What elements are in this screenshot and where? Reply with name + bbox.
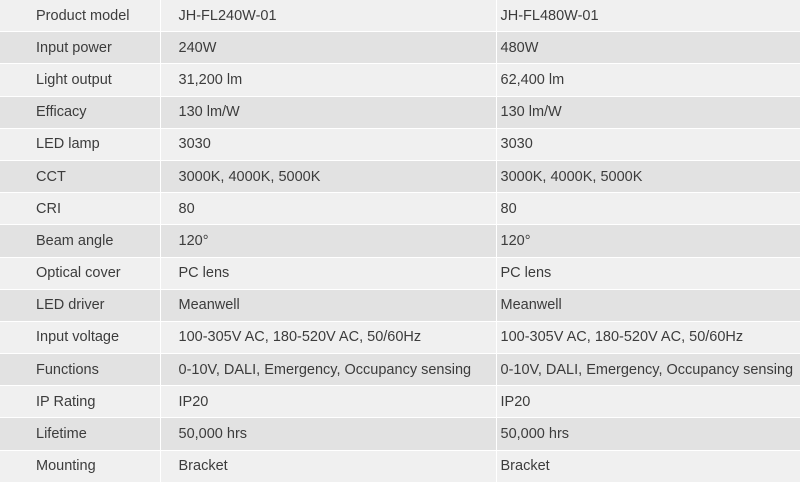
row-label: Lifetime xyxy=(0,418,160,450)
value-model-480w: JH-FL480W-01 xyxy=(496,0,800,32)
value-model-480w: 3000K, 4000K, 5000K xyxy=(496,160,800,192)
table-row xyxy=(0,289,800,321)
value-model-480w: Meanwell xyxy=(496,289,800,321)
table-row xyxy=(0,321,800,353)
table-row xyxy=(0,193,800,225)
row-label: Optical cover xyxy=(0,257,160,289)
value-model-240w: 50,000 hrs xyxy=(160,418,496,450)
value-model-480w: Bracket xyxy=(496,450,800,482)
value-model-240w: 31,200 lm xyxy=(160,64,496,96)
value-model-240w: 240W xyxy=(160,32,496,64)
row-label: Light output xyxy=(0,64,160,96)
table-row xyxy=(0,354,800,386)
value-model-480w: PC lens xyxy=(496,257,800,289)
table-row xyxy=(0,450,800,482)
value-model-240w: 130 lm/W xyxy=(160,96,496,128)
row-label: Input power xyxy=(0,32,160,64)
row-label: Beam angle xyxy=(0,225,160,257)
table-row xyxy=(0,418,800,450)
table-row xyxy=(0,32,800,64)
value-model-240w: Meanwell xyxy=(160,289,496,321)
value-model-240w: JH-FL240W-01 xyxy=(160,0,496,32)
row-label: Product model xyxy=(0,0,160,32)
value-model-240w: 3000K, 4000K, 5000K xyxy=(160,160,496,192)
row-label: Mounting xyxy=(0,450,160,482)
table-row xyxy=(0,0,800,32)
value-model-240w: 80 xyxy=(160,193,496,225)
row-label: LED lamp xyxy=(0,128,160,160)
value-model-480w: 3030 xyxy=(496,128,800,160)
table-row xyxy=(0,225,800,257)
value-model-480w: 480W xyxy=(496,32,800,64)
value-model-480w: IP20 xyxy=(496,386,800,418)
value-model-240w: 100-305V AC, 180-520V AC, 50/60Hz xyxy=(160,321,496,353)
value-model-240w: IP20 xyxy=(160,386,496,418)
value-model-240w: 3030 xyxy=(160,128,496,160)
table-row xyxy=(0,128,800,160)
table-row xyxy=(0,386,800,418)
value-model-240w: 0-10V, DALI, Emergency, Occupancy sensing xyxy=(160,354,496,386)
value-model-480w: 62,400 lm xyxy=(496,64,800,96)
row-label: CRI xyxy=(0,193,160,225)
table-row xyxy=(0,96,800,128)
value-model-480w: 50,000 hrs xyxy=(496,418,800,450)
value-model-480w: 120° xyxy=(496,225,800,257)
value-model-240w: Bracket xyxy=(160,450,496,482)
value-model-240w: PC lens xyxy=(160,257,496,289)
table-row xyxy=(0,64,800,96)
table-row xyxy=(0,257,800,289)
table-row xyxy=(0,160,800,192)
row-label: Efficacy xyxy=(0,96,160,128)
row-label: LED driver xyxy=(0,289,160,321)
value-model-480w: 100-305V AC, 180-520V AC, 50/60Hz xyxy=(496,321,800,353)
value-model-480w: 80 xyxy=(496,193,800,225)
value-model-240w: 120° xyxy=(160,225,496,257)
value-model-480w: 0-10V, DALI, Emergency, Occupancy sensing xyxy=(496,354,800,386)
row-label: Functions xyxy=(0,354,160,386)
value-model-480w: 130 lm/W xyxy=(496,96,800,128)
row-label: IP Rating xyxy=(0,386,160,418)
row-label: Input voltage xyxy=(0,321,160,353)
row-label: CCT xyxy=(0,160,160,192)
